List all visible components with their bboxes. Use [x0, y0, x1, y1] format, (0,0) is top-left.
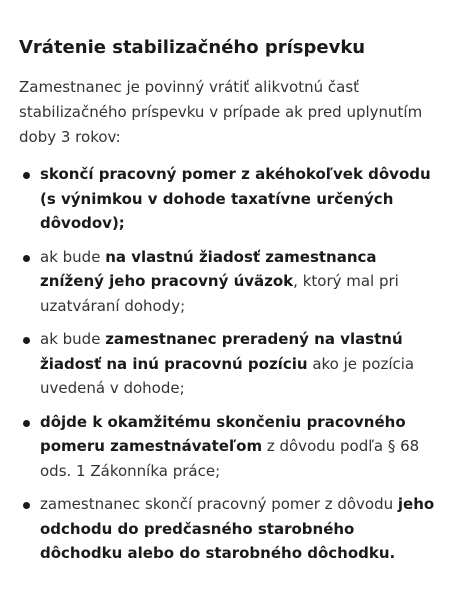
conditions-list [19, 162, 439, 566]
list-item-text: ak bude [40, 247, 106, 266]
section-heading: Vrátenie stabilizačného príspevku [19, 37, 366, 58]
bullet-icon [23, 255, 30, 262]
intro-paragraph: Zamestnanec je povinný vrátiť alikvotnú časť stabilizačného príspevku v prípade ak pred uplynutím doby 3 rokov: [19, 78, 423, 146]
bullet-icon [23, 172, 30, 179]
list-item-text: zamestnanec skončí pracovný pomer z dôvodu [40, 495, 398, 513]
list-item-bold: zamestnanec preradený na vlastnú žiadosť na inú pracovnú pozíciu [40, 330, 403, 373]
bullet-icon [23, 420, 30, 427]
list-item-text: ak bude [40, 330, 106, 348]
list-item [19, 492, 439, 566]
list-item-bold: dôjde k okamžitému skončeniu pracovného pomeru zamestnávateľom [40, 412, 406, 455]
bullet-icon [23, 502, 30, 509]
list-item-text: , ktorý mal pri uzatváraní dohody; [40, 272, 399, 315]
bullet-icon [23, 337, 30, 344]
list-item-bold: jeho odchodu do predčasného starobného dôchodku alebo do starobného dôchodku. [40, 495, 435, 562]
list-item [19, 162, 439, 236]
list-item-bold: na vlastnú žiadosť zamestnanca znížený jeho pracovný úväzok [40, 247, 377, 290]
list-item [19, 245, 439, 319]
list-item-text: ako je pozícia uvedená v dohode; [40, 354, 415, 397]
list-item-text: z dôvodu podľa § 68 ods. 1 Zákonníka práce; [40, 437, 420, 480]
list-item [19, 327, 439, 401]
list-item [19, 410, 439, 484]
list-item-bold: skončí pracovný pomer z akéhokoľvek dôvodu (s výnimkou v dohode taxatívne určených dôvodov); [40, 165, 431, 232]
